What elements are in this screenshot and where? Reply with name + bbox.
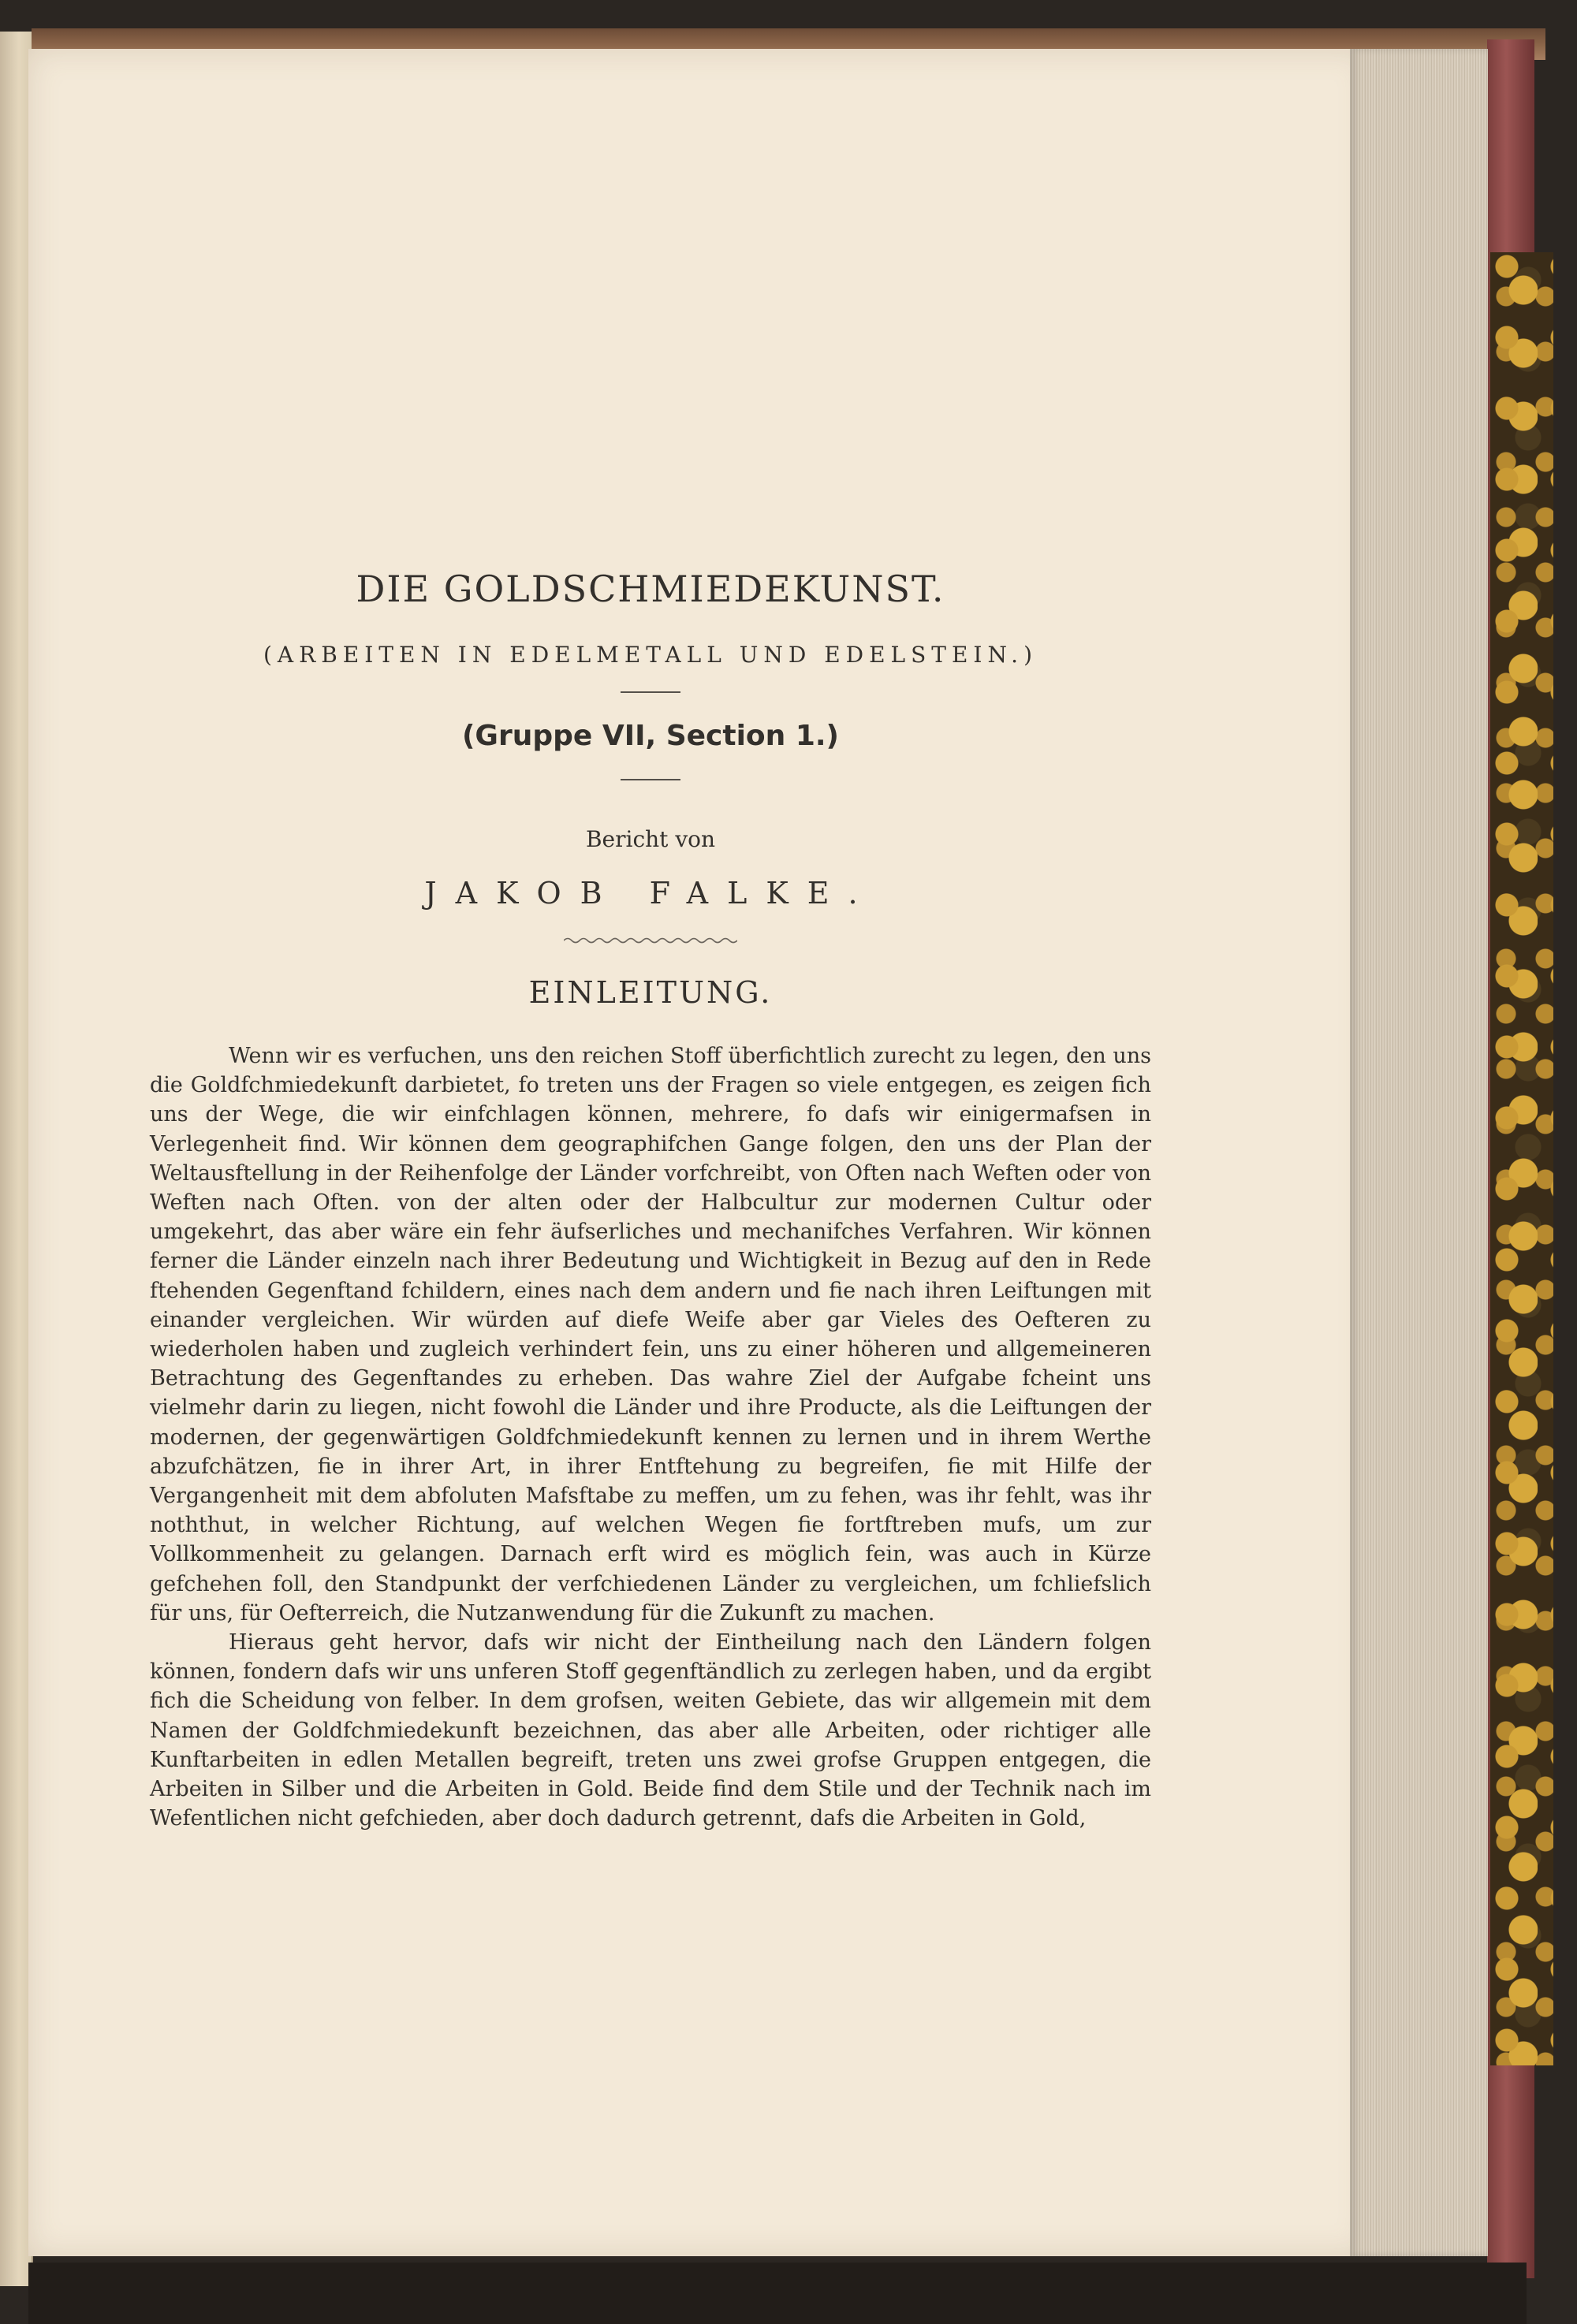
group-section: (Gruppe VII, Section 1.) xyxy=(461,720,840,752)
bottom-shadow xyxy=(28,2263,1527,2324)
marbled-edge xyxy=(1490,252,1553,2065)
section-heading: EINLEITUNG. xyxy=(528,975,773,1010)
article-title: DIE GOLDSCHMIEDEKUNST. xyxy=(356,568,945,610)
divider-rule xyxy=(621,779,680,780)
body-paragraph: Hieraus geht hervor, dafs wir nicht der Eintheilung nach den Ländern folgen können, fondern dafs wir uns unferen Stoff gegenftändlich zu zerlegen haben, und da ergibt fich die Scheidung von felber. In dem grofsen, weiten Gebiete, das wir allgemein mit dem Namen der Goldfchmiedekunft bezeichnen, das aber alle Arbeiten, oder richtiger alle Kunftarbeiten in edlen Metallen begreift, treten uns zwei grofse Gruppen entgegen, die Arbeiten in Silber und die Arbeiten in Gold. Beide find dem Stile und der Technik nach im Wefentlichen nicht gefchieden, aber doch dadurch getrennt, dafs die Arbeiten in Gold, xyxy=(150,1630,1151,1831)
divider-rule xyxy=(621,691,680,693)
article-subtitle: (ARBEITEN IN EDELMETALL UND EDELSTEIN.) xyxy=(263,642,1038,668)
body-paragraph: Wenn wir es verfuchen, uns den reichen Stoff überfichtlich zurecht zu legen, den uns die Goldfchmiedekunft darbietet, fo treten uns der Fragen so viele entgegen, es zeigen fich uns der Wege, die wir einfchlagen können, mehrere, fo dafs wir einigermafsen in Verlegenheit find. Wir können dem geographifchen Gange folgen, den uns der Plan der Weltausftellung in der Reihenfolge der Länder vorfchreibt, von Often nach Weften oder von Weften nach Often. von der alten oder der Halbcultur zur modernen Cultur oder umgekehrt, das aber wäre ein fehr äufserliches und mechanifches Verfahren. Wir können ferner die Länder einzeln nach ihrer Bedeutung und Wichtigkeit in Bezug auf den in Rede ftehenden Gegenftand fchildern, eines nach dem andern und fie nach ihren Leiftungen mit einander vergleichen. Wir würden auf diefe Weife aber gar Vieles des Oefteren zu wiederholen haben und zugleich verhindert fein, uns zu einer höheren und allgemeineren Betrachtung des Gegenftandes zu erheben. Das wahre Ziel der Aufgabe fcheint uns vielmehr darin zu liegen, nicht fowohl die Länder und ihre Producte, als die Leiftungen der modernen, der gegenwärtigen Goldfchmiedekunft kennen zu lernen und in ihrem Werthe abzufchätzen, fie in ihrer Art, in ihrer Entftehung zu begreifen, fie mit Hilfe der Vergangenheit mit dem abfoluten Mafsftabe zu meffen, um zu fehen, was ihr fehlt, was ihr noththut, in welcher Richtung, auf welchen Wegen fie fortftreben mufs, um zur Vollkommenheit zu gelangen. Darnach erft wird es möglich fein, was auch in Kürze gefchehen foll, den Standpunkt der verfchiedenen Länder zu vergleichen, um fchliefslich für uns, für Oefterreich, die Nutzanwendung für die Zukunft zu machen. xyxy=(150,1044,1151,1626)
page-content xyxy=(150,568,1151,1833)
author-name: JAKOB FALKE. xyxy=(424,876,877,911)
page-edges xyxy=(1350,49,1488,2256)
report-by-label: Bericht von xyxy=(585,826,716,852)
wavy-ornament xyxy=(564,936,737,945)
